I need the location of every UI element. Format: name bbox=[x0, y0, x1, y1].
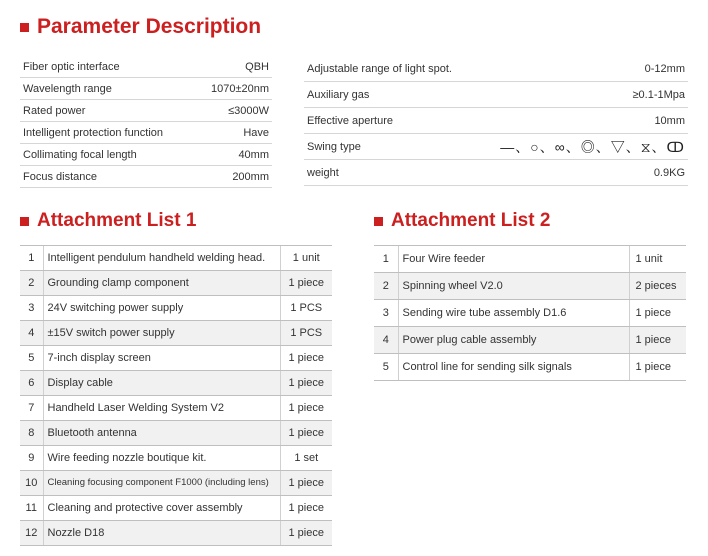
attachment-quantity: 1 piece bbox=[629, 300, 686, 327]
parameter-row bbox=[20, 100, 272, 122]
attachment-row bbox=[20, 246, 332, 271]
parameter-value: 1070±20nm bbox=[195, 78, 272, 100]
attachment-item-name: Display cable bbox=[43, 371, 280, 396]
attachment-row bbox=[20, 471, 332, 496]
attachment-quantity: 1 PCS bbox=[280, 296, 332, 321]
attachment-item-name: Grounding clamp component bbox=[43, 271, 280, 296]
parameter-row bbox=[304, 160, 688, 186]
attachment-quantity: 2 pieces bbox=[629, 273, 686, 300]
attachment-row bbox=[20, 346, 332, 371]
attachment-list-2-table bbox=[374, 245, 686, 381]
attachment-number: 2 bbox=[374, 273, 398, 300]
attachment-row bbox=[374, 354, 686, 381]
parameter-label: Rated power bbox=[20, 100, 195, 122]
attachment-quantity: 1 piece bbox=[280, 271, 332, 296]
parameter-label: Focus distance bbox=[20, 166, 195, 188]
attachment-number: 4 bbox=[20, 321, 43, 346]
attachment-number: 11 bbox=[20, 496, 43, 521]
attachment-quantity: 1 piece bbox=[629, 327, 686, 354]
attachment-row bbox=[20, 321, 332, 346]
parameter-table-right bbox=[304, 56, 688, 186]
attachment-row bbox=[20, 371, 332, 396]
attachment-row bbox=[20, 396, 332, 421]
attachment-quantity: 1 piece bbox=[280, 471, 332, 496]
attachment-row bbox=[20, 421, 332, 446]
parameter-value: 0-12mm bbox=[474, 56, 688, 82]
parameter-heading bbox=[20, 15, 261, 39]
attachment-item-name: ±15V switch power supply bbox=[43, 321, 280, 346]
parameter-row bbox=[20, 78, 272, 100]
attachment-item-name: 7-inch display screen bbox=[43, 346, 280, 371]
parameter-label: Fiber optic interface bbox=[20, 56, 195, 78]
attachment-number: 3 bbox=[374, 300, 398, 327]
attachment-quantity: 1 piece bbox=[629, 354, 686, 381]
parameter-row bbox=[304, 134, 688, 160]
attachment-row bbox=[374, 300, 686, 327]
attachment-item-name: Cleaning focusing component F1000 (including lens) bbox=[43, 471, 280, 496]
parameter-row bbox=[304, 108, 688, 134]
attachment-quantity: 1 piece bbox=[280, 421, 332, 446]
attachment-item-name: Handheld Laser Welding System V2 bbox=[43, 396, 280, 421]
attachment-list-2-heading bbox=[374, 210, 550, 232]
attachment-item-name: Intelligent pendulum handheld welding head. bbox=[43, 246, 280, 271]
attachment-quantity: 1 piece bbox=[280, 396, 332, 421]
parameter-value: Have bbox=[195, 122, 272, 144]
attachment-quantity: 1 set bbox=[280, 446, 332, 471]
attachment-item-name: Power plug cable assembly bbox=[398, 327, 629, 354]
attachment-item-name: 24V switching power supply bbox=[43, 296, 280, 321]
attachment-row bbox=[20, 271, 332, 296]
parameter-row bbox=[304, 56, 688, 82]
attachment-quantity: 1 unit bbox=[629, 246, 686, 273]
attachment-row bbox=[374, 273, 686, 300]
attachment-number: 1 bbox=[20, 246, 43, 271]
parameter-value: 200mm bbox=[195, 166, 272, 188]
attachment-item-name: Nozzle D18 bbox=[43, 521, 280, 546]
attachment-item-name: Control line for sending silk signals bbox=[398, 354, 629, 381]
parameter-row bbox=[304, 82, 688, 108]
parameter-label: weight bbox=[304, 160, 474, 186]
parameter-value: 40mm bbox=[195, 144, 272, 166]
attachment-item-name: Cleaning and protective cover assembly bbox=[43, 496, 280, 521]
parameter-row bbox=[20, 166, 272, 188]
parameter-label: Auxiliary gas bbox=[304, 82, 474, 108]
parameter-heading-text: Parameter Description bbox=[37, 15, 262, 38]
parameter-value: —、○、∞、◎、▽、⧖、ↀ bbox=[474, 134, 688, 160]
attachment-row bbox=[20, 521, 332, 546]
attachment-number: 1 bbox=[374, 246, 398, 273]
attachment-quantity: 1 piece bbox=[280, 496, 332, 521]
attachment-row bbox=[374, 246, 686, 273]
attachment-row bbox=[20, 496, 332, 521]
attachment-row bbox=[20, 446, 332, 471]
attachment-quantity: 1 piece bbox=[280, 371, 332, 396]
heading-bullet-icon bbox=[20, 23, 29, 32]
attachment-number: 5 bbox=[20, 346, 43, 371]
attachment-number: 3 bbox=[20, 296, 43, 321]
parameter-value: QBH bbox=[195, 56, 272, 78]
parameter-label: Wavelength range bbox=[20, 78, 195, 100]
parameter-label: Intelligent protection function bbox=[20, 122, 195, 144]
parameter-label: Effective aperture bbox=[304, 108, 474, 134]
attachment-item-name: Four Wire feeder bbox=[398, 246, 629, 273]
parameter-row bbox=[20, 56, 272, 78]
parameter-value: 0.9KG bbox=[474, 160, 688, 186]
attachment-number: 4 bbox=[374, 327, 398, 354]
attachment-number: 7 bbox=[20, 396, 43, 421]
attachment-quantity: 1 piece bbox=[280, 521, 332, 546]
parameter-value: ≤3000W bbox=[195, 100, 272, 122]
heading-bullet-icon bbox=[20, 217, 29, 226]
parameter-row bbox=[20, 122, 272, 144]
attachment-number: 2 bbox=[20, 271, 43, 296]
parameter-value: 10mm bbox=[474, 108, 688, 134]
attachment-row bbox=[20, 296, 332, 321]
attachment-item-name: Wire feeding nozzle boutique kit. bbox=[43, 446, 280, 471]
attachment-number: 10 bbox=[20, 471, 43, 496]
attachment-number: 9 bbox=[20, 446, 43, 471]
attachment-number: 5 bbox=[374, 354, 398, 381]
attachment-list-1-heading-text: Attachment List 1 bbox=[37, 210, 197, 231]
attachment-quantity: 1 piece bbox=[280, 346, 332, 371]
attachment-item-name: Bluetooth antenna bbox=[43, 421, 280, 446]
attachment-quantity: 1 unit bbox=[280, 246, 332, 271]
attachment-quantity: 1 PCS bbox=[280, 321, 332, 346]
attachment-list-1-heading bbox=[20, 210, 196, 232]
attachment-list-2-heading-text: Attachment List 2 bbox=[391, 210, 551, 231]
attachment-list-1-table bbox=[20, 245, 332, 546]
attachment-number: 12 bbox=[20, 521, 43, 546]
parameter-value: ≥0.1-1Mpa bbox=[474, 82, 688, 108]
parameter-row bbox=[20, 144, 272, 166]
attachment-item-name: Spinning wheel V2.0 bbox=[398, 273, 629, 300]
parameter-label: Adjustable range of light spot. bbox=[304, 56, 474, 82]
heading-bullet-icon bbox=[374, 217, 383, 226]
attachment-number: 6 bbox=[20, 371, 43, 396]
attachment-item-name: Sending wire tube assembly D1.6 bbox=[398, 300, 629, 327]
parameter-table-left bbox=[20, 56, 272, 188]
parameter-label: Collimating focal length bbox=[20, 144, 195, 166]
attachment-number: 8 bbox=[20, 421, 43, 446]
parameter-label: Swing type bbox=[304, 134, 474, 160]
attachment-row bbox=[374, 327, 686, 354]
